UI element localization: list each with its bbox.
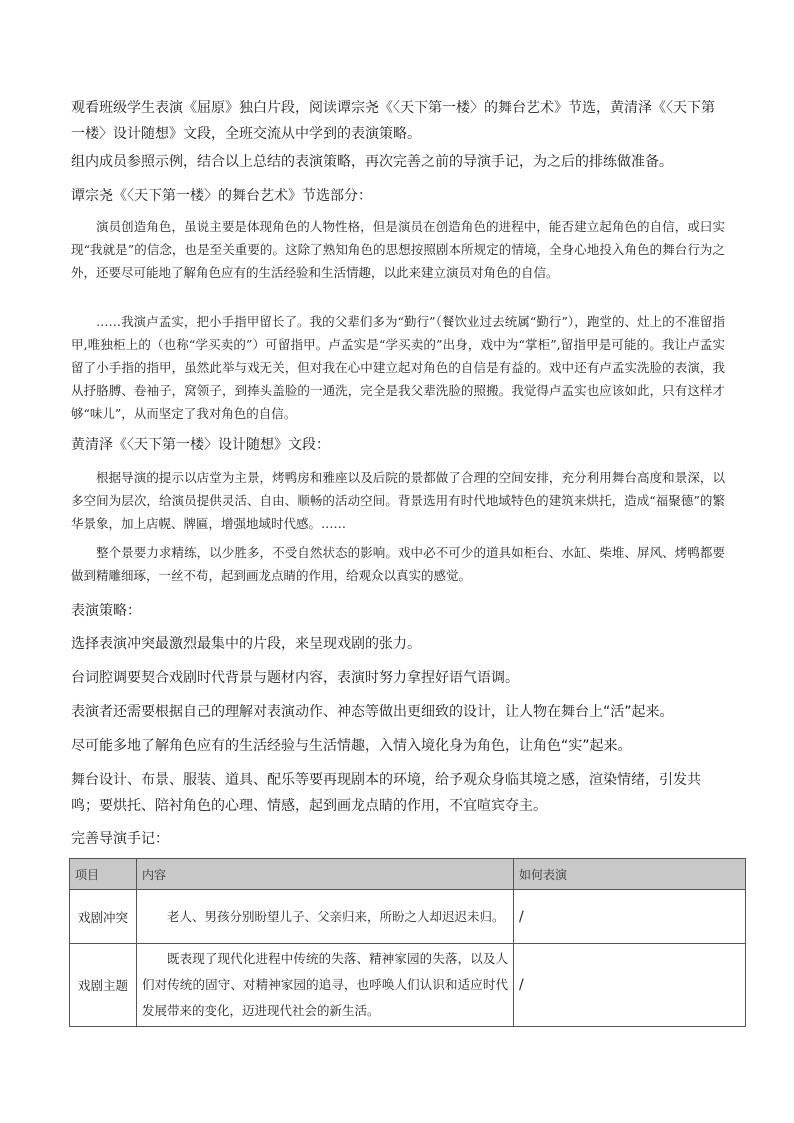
- excerpt1-paragraph-1: 演员创造角色，虽说主要是体现角色的人物性格，但是演员在创造角色的进程中，能否建立起角色的自信，或曰实现“我就是”的信念，也是至关重要的。这除了熟知角色的思想按照剧本所规定的情境，全身心地投入角色的舞台行为之外，还要尽可能地了解角色应有的生活经验和生活情趣，以此来建立演员对角色的自信。: [71, 219, 725, 280]
- column-header: 项目: [70, 859, 137, 890]
- table-cell-content: 既表现了现代化进程中传统的失落、精神家园的失落，以及人们对传统的固守、对精神家园的追寻，也呼唤人们认识和适应时代发展带来的变化，迈进现代社会的新生活。: [137, 944, 514, 1027]
- notes-heading: 完善导演手记：: [71, 831, 169, 847]
- excerpt1-paragraph-2: ……我演卢孟实，把小手指甲留长了。我的父辈们多为“勤行”（餐饮业过去统属“勤行”），跑堂的、灶上的不准留指甲,唯独柜上的（也称“学买卖的”）可留指甲。卢孟实是“学买卖的”出身，戏中为“掌柜”,留指甲是可能的。我让卢孟实留了小手指的指甲，虽然此举与戏无关，但对我在心中建立起对角色的自信是有益的。戏中还有卢孟实洗脸的表演，我从抒胳膊、卷袖子，窝领子，到捧头盖脸的一通洗，完全是我父辈洗脸的照搬。我觉得卢孟实也应该如此，只有这样才够“味儿”，从而坚定了我对角色的自信。: [71, 314, 725, 421]
- instruction-paragraph: 组内成员参照示例，结合以上总结的表演策略，再次完善之前的导演手记，为之后的排练做准备。: [71, 154, 673, 170]
- strategy-item: 表演者还需要根据自己的理解对表演动作、神态等做出更细致的设计，让人物在舞台上“活”起来。: [71, 704, 674, 720]
- director-notes-table: [69, 858, 746, 1027]
- excerpt1-heading: 谭宗尧《〈天下第一楼〉的舞台艺术》节选部分：: [71, 188, 372, 204]
- table-row: [70, 890, 746, 944]
- excerpt2-paragraph-2: 整个景要力求精练，以少胜多，不受自然状态的影响。戏中必不可少的道具如柜台、水缸、柴堆、屏风、烤鸭都要做到精雕细琢，一丝不苟，起到画龙点睛的作用，给观众以真实的感觉。: [71, 545, 725, 583]
- column-header: 内容: [137, 859, 514, 890]
- table-cell-item: 戏剧主题: [70, 944, 137, 1027]
- strategy-heading: 表演策略：: [71, 603, 141, 619]
- column-header: 如何表演: [514, 859, 746, 890]
- table-header-row: [70, 859, 746, 890]
- table-row: [70, 944, 746, 1027]
- strategy-item: 台词腔调要契合戏剧时代背景与题材内容，表演时努力拿捏好语气语调。: [71, 670, 519, 686]
- table-cell-item: 戏剧冲突: [70, 890, 137, 944]
- strategy-item: 舞台设计、布景、服装、道具、配乐等要再现剧本的环境，给予观众身临其境之感，渲染情绪，引发共鸣；要烘托、陪衬角色的心理、情感，起到画龙点睛的作用，不宜喧宾夺主。: [71, 772, 701, 814]
- table-cell-how: /: [514, 944, 746, 1027]
- strategy-item: 选择表演冲突最激烈最集中的片段，来呈现戏剧的张力。: [71, 636, 421, 652]
- strategy-item: 尽可能多地了解角色应有的生活经验与生活情趣，入情入境化身为角色，让角色“实”起来。: [71, 738, 632, 754]
- intro-paragraph: 观看班级学生表演《屈原》独白片段，阅读谭宗尧《〈天下第一楼〉的舞台艺术》节选，黄清泽《〈天下第一楼〉设计随想》文段，全班交流从中学到的表演策略。: [71, 100, 715, 142]
- excerpt2-paragraph-1: 根据导演的提示以店堂为主景，烤鸭房和雅座以及后院的景都做了合理的空间安排，充分利用舞台高度和景深，以多空间为层次，给演员提供灵活、自由、顺畅的活动空间。背景选用有时代地域特色的建筑来烘托，造成“福聚德”的繁华景象，加上店幌、牌匾，增强地域时代感。……: [71, 470, 725, 531]
- table-cell-content: 老人、男孩分别盼望儿子、父亲归来，所盼之人却迟迟未归。: [137, 890, 514, 944]
- excerpt2-heading: 黄清泽《〈天下第一楼〉设计随想》文段：: [71, 437, 330, 453]
- table-cell-how: /: [514, 890, 746, 944]
